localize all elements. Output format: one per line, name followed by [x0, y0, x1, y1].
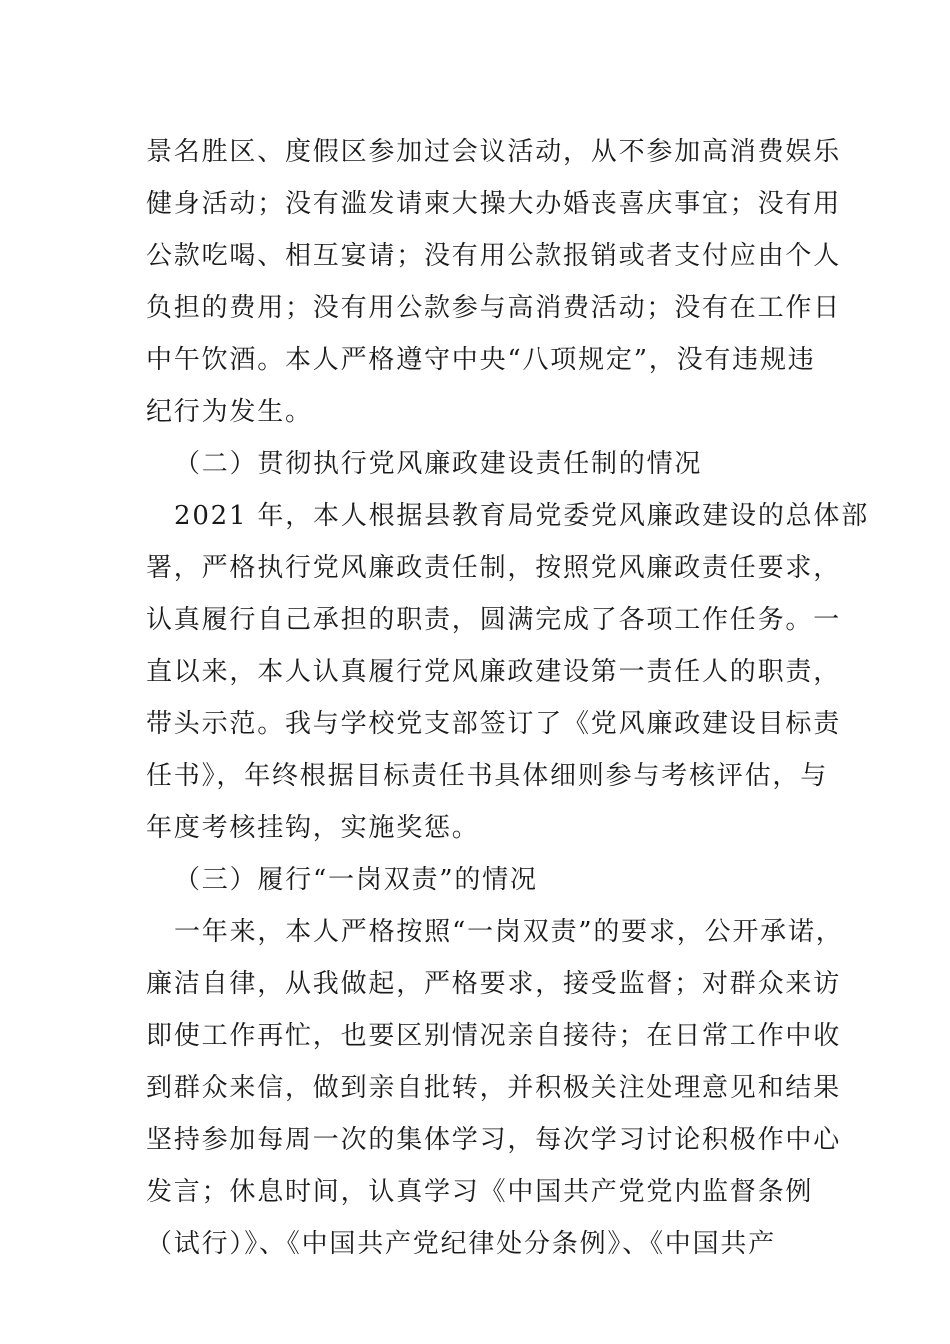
text-line: 健身活动；没有滥发请柬大操大办婚丧喜庆事宜；没有用 — [146, 189, 842, 219]
text-line: 直以来，本人认真履行党风廉政建设第一责任人的职责， — [146, 657, 842, 687]
text-line: 坚持参加每周一次的集体学习，每次学习讨论积极作中心 — [146, 1125, 842, 1155]
section-heading: （二）贯彻执行党风廉政建设责任制的情况 — [174, 449, 703, 479]
text-line: 到群众来信，做到亲自批转，并积极关注处理意见和结果 — [146, 1073, 842, 1103]
section-heading: （三）履行“一岗双责”的情况 — [174, 865, 538, 895]
text-line: 2021 年，本人根据县教育局党委党风廉政建设的总体部 — [174, 501, 870, 531]
text-line: 纪行为发生。 — [146, 397, 313, 427]
text-line: （试行）》、《中国共产党纪律处分条例》、《中国共产 — [146, 1229, 777, 1259]
text-line: 任书》，年终根据目标责任书具体细则参与考核评估，与 — [146, 761, 829, 791]
text-line: 一年来，本人严格按照“一岗双责”的要求，公开承诺， — [174, 917, 844, 947]
text-line: 带头示范。我与学校党支部签订了《党风廉政建设目标责 — [146, 709, 842, 739]
text-line: 署，严格执行党风廉政责任制，按照党风廉政责任要求， — [146, 553, 842, 583]
text-line: 中午饮酒。本人严格遵守中央“八项规定”，没有违规违 — [146, 345, 816, 375]
text-line: 认真履行自己承担的职责，圆满完成了各项工作任务。一 — [146, 605, 842, 635]
text-line: 景名胜区、度假区参加过会议活动，从不参加高消费娱乐 — [146, 137, 842, 167]
text-line: 发言；休息时间，认真学习《中国共产党党内监督条例 — [146, 1177, 814, 1207]
text-line: 年度考核挂钩，实施奖惩。 — [146, 813, 480, 843]
text-line: 负担的费用；没有用公款参与高消费活动；没有在工作日 — [146, 293, 842, 323]
text-line: 公款吃喝、相互宴请；没有用公款报销或者支付应由个人 — [146, 241, 842, 271]
text-line: 廉洁自律，从我做起，严格要求，接受监督；对群众来访 — [146, 969, 842, 999]
text-line: 即使工作再忙，也要区别情况亲自接待；在日常工作中收 — [146, 1021, 842, 1051]
